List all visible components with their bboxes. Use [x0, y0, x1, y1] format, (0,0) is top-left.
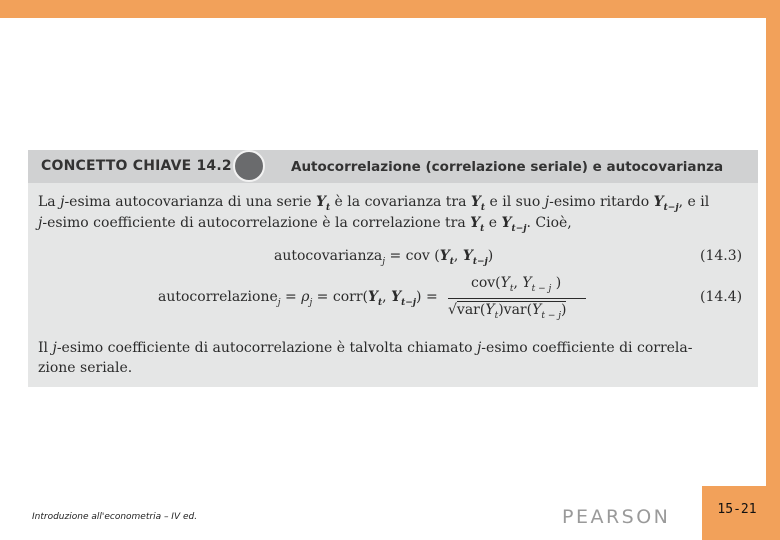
concept-label: CONCETTO CHIAVE 14.2	[41, 158, 232, 174]
right-accent-bar	[766, 0, 780, 540]
concept-circle-icon	[233, 150, 265, 182]
top-accent-bar	[0, 0, 780, 18]
slide-number-box	[702, 486, 780, 540]
key-concept-header	[28, 150, 758, 183]
key-concept-box	[28, 150, 758, 387]
fraction-bar	[448, 298, 586, 299]
equation-14-4-numerator: $cov(Y_t$, $Y_{t - j}$ )	[471, 275, 562, 294]
body-line-1: La j-esima autocovarianza di una serie $Y_t$ è la covarianza tra $Y_t$ e il suo j-esimo ritardo $Y_{t-j}$, e il	[38, 194, 710, 213]
body-line-4: zione seriale.	[38, 360, 133, 376]
body-line-3: Il j-esimo coefficiente di autocorrelazione è talvolta chiamato j-esimo coefficiente di correla-	[38, 340, 693, 356]
pearson-logo: PEARSON	[562, 506, 671, 528]
equation-14-4-left: autocorrelazione$_j$ = $\rho_j$ = $corr(Y_t$, $Y_{t-j}$) =	[158, 289, 438, 308]
equation-number-14-3: (14.3)	[700, 248, 743, 264]
slide-number: 15-21	[717, 502, 757, 517]
equation-14-3: autocovarianza$_j$ = cov ($Y_t$, $Y_{t-j}$)	[274, 248, 494, 267]
footer-book-title: Introduzione all'econometria – IV ed.	[32, 512, 198, 522]
equation-number-14-4: (14.4)	[700, 289, 743, 305]
equation-14-4-denominator: $√var(Y_t)var(Y_{t - j})$	[448, 302, 567, 321]
concept-title: Autocorrelazione (correlazione seriale) e autocovarianza	[291, 159, 724, 175]
body-line-2: j-esimo coefficiente di autocorrelazione è la correlazione tra $Y_t$ e $Y_{t-j}$. Cioè,	[38, 215, 572, 234]
